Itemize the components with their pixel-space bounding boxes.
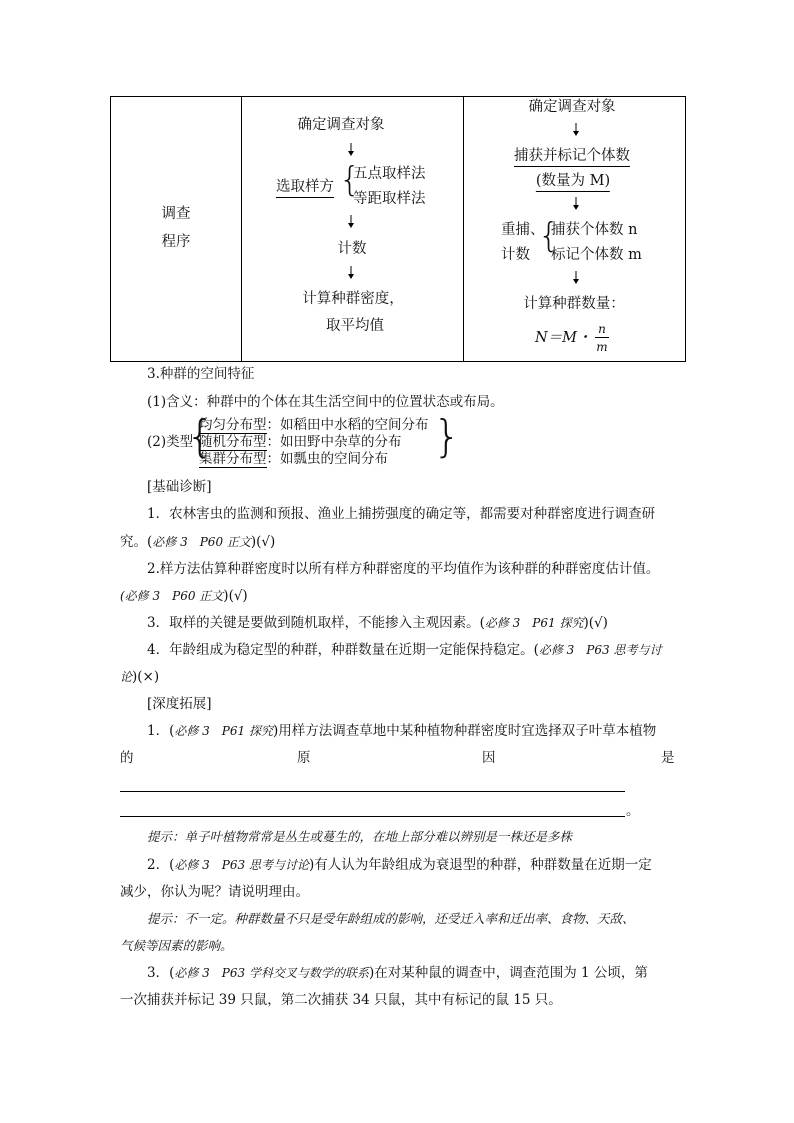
formula-denominator: m: [596, 340, 608, 354]
quadrat-select: 选取样方: [276, 180, 334, 198]
section3-meaning: (1)含义：种群中的个体在其生活空间中的位置状态或布局。: [147, 394, 504, 410]
answer-blank-line: [120, 791, 625, 792]
mark-recapture-marked: 标记个体数 m: [551, 247, 642, 263]
diagnosis-q2-line2: (必修 3 P60 正文)(√): [120, 588, 248, 604]
quadrat-step-object: 确定调查对象: [297, 117, 385, 133]
left-brace: {: [538, 216, 560, 256]
mark-calc-population: 计算种群数量：: [523, 296, 625, 312]
expansion-q1-period: 。: [626, 803, 640, 819]
left-brace: {: [186, 411, 214, 462]
mark-recapture-label-1: 重捕、: [501, 222, 545, 238]
expansion-q3-line2: 一次捕获并标记 39 只鼠，第二次捕获 34 只鼠，其中有标记的鼠 15 只。: [120, 992, 562, 1008]
mark-recapture-label-2: 计数: [501, 247, 530, 263]
expansion-q1-word3: 因: [482, 750, 496, 766]
mark-capture-note: (数量为 M): [536, 174, 610, 192]
arrow-down-icon: [571, 271, 581, 285]
diagnosis-q4-line2: 论)(×): [120, 669, 160, 685]
procedure-table: [110, 96, 686, 362]
expansion-q3-line1: 3．(必修 3 P63 学科交叉与数学的联系)在对某种鼠的调查中，调查范围为 1 公顷，第: [147, 965, 648, 981]
expansion-q1-line1: 1．(必修 3 P61 探究)用样方法调查草地中某种植物种群密度时宜选择双子叶草本植物: [147, 723, 657, 739]
arrow-down-icon: [571, 123, 581, 137]
mark-step-object: 确定调查对象: [528, 99, 616, 115]
expansion-heading: [深度拓展]: [147, 696, 212, 712]
arrow-down-icon: [346, 266, 356, 280]
right-brace: }: [433, 411, 461, 462]
answer-blank-line: [120, 816, 625, 817]
diagnosis-q4-line1: 4．年龄组成为稳定型的种群，种群数量在近期一定能保持稳定。(必修 3 P63 思考与讨: [147, 642, 662, 658]
table-divider-2: [463, 97, 464, 361]
row-label-procedure: 程序: [161, 234, 191, 250]
quadrat-method-five-point: 五点取样法: [353, 166, 426, 182]
quadrat-calc-density: 计算种群密度，: [302, 291, 404, 307]
diagnosis-q3: 3．取样的关键是要做到随机取样，不能掺入主观因素。(必修 3 P61 探究)(√): [147, 615, 608, 631]
mark-capture-count: 捕获并标记个体数: [514, 149, 630, 167]
type-uniform: 均匀分布型：如稻田中水稻的空间分布: [199, 417, 429, 433]
diagnosis-heading: [基础诊断]: [147, 479, 212, 495]
type-clumped: 集群分布型：如瓢虫的空间分布: [199, 451, 388, 467]
mark-formula: N＝M・: [535, 330, 592, 346]
left-brace: {: [339, 160, 361, 200]
quadrat-count: 计数: [337, 241, 367, 257]
diagnosis-q2-line1: 2.样方法估算种群密度时以所有样方种群密度的平均值作为该种群的种群密度估计值。: [147, 561, 660, 577]
diagnosis-q1-line2: 究。(必修 3 P60 正文)(√): [120, 534, 276, 550]
expansion-q1-word1: 的: [120, 750, 134, 766]
expansion-q1-word2: 原: [297, 750, 311, 766]
quadrat-average: 取平均值: [326, 318, 384, 334]
section3-types-label: (2)类型: [147, 434, 194, 450]
expansion-tip2-line2: 气候等因素的影响。: [120, 938, 233, 953]
diagnosis-q1-line1: 1．农林害虫的监测和预报、渔业上捕捞强度的确定等，都需要对种群密度进行调查研: [147, 506, 656, 522]
expansion-tip1: 提示：单子叶植物常常是丛生或蔓生的，在地上部分难以辨别是一株还是多株: [147, 829, 573, 844]
expansion-q1-word4: 是: [661, 750, 675, 766]
expansion-tip2-line1: 提示：不一定。种群数量不只是受年龄组成的影响，还受迁入率和迁出率、食物、天敌、: [147, 911, 635, 926]
arrow-down-icon: [346, 143, 356, 157]
section3-heading: 3.种群的空间特征: [147, 366, 255, 382]
type-random: 随机分布型：如田野中杂草的分布: [199, 434, 402, 450]
formula-numerator: n: [598, 322, 606, 336]
arrow-down-icon: [346, 215, 356, 229]
quadrat-method-equidistant: 等距取样法: [353, 191, 426, 207]
expansion-q2-line1: 2．(必修 3 P63 思考与讨论)有人认为年龄组成为衰退型的种群，种群数量在近期一定: [147, 857, 652, 873]
row-label-investigate: 调查: [161, 206, 191, 222]
mark-recapture-captured: 捕获个体数 n: [551, 222, 638, 238]
expansion-q2-line2: 减少，你认为呢？请说明理由。: [120, 884, 309, 900]
formula-fraction-bar: [595, 337, 609, 338]
arrow-down-icon: [571, 197, 581, 211]
table-divider-1: [241, 97, 242, 361]
